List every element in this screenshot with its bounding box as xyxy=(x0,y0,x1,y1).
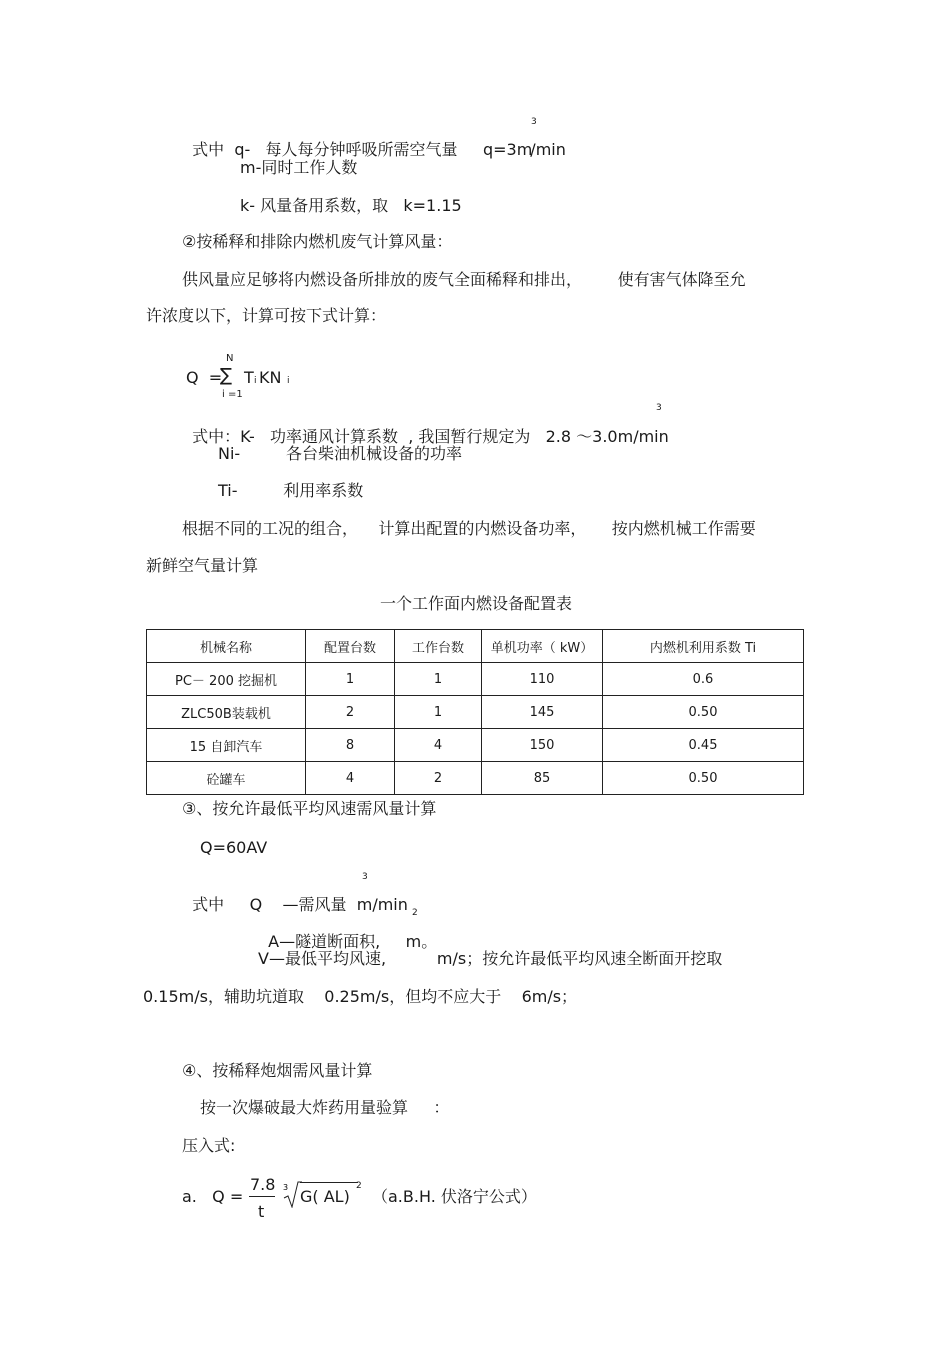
k-definition: k- 风量备用系数，取 k=1.15 xyxy=(240,196,462,215)
formula-kn: KN xyxy=(259,368,282,387)
formula-note: （a.B.H. 伏洛宁公式） xyxy=(372,1187,537,1206)
superscript-3: 3 xyxy=(362,872,368,882)
superscript-2: 2 xyxy=(412,908,418,918)
section-4-title: ④、按稀释炮烟需风量计算 xyxy=(182,1061,373,1080)
cube-root-sign-icon xyxy=(282,1180,302,1208)
header-working-count: 工作台数 xyxy=(395,630,482,663)
header-configured-count: 配置台数 xyxy=(306,630,395,663)
superscript-2: 2 xyxy=(356,1181,362,1191)
table-header-row xyxy=(147,630,804,663)
m-definition: m-同时工作人数 xyxy=(240,158,358,177)
paragraph-2-line-2: 新鲜空气量计算 xyxy=(146,556,259,575)
svg-text:3: 3 xyxy=(283,1183,289,1192)
table-row: 砼罐车 4 2 85 0.50 xyxy=(147,762,804,795)
q-definition: 式中 q- 每人每分钟呼吸所需空气量 q=3m/min xyxy=(192,140,566,159)
formula-t-subscript: i xyxy=(254,376,257,386)
ni-definition: Ni- 各台柴油机械设备的功率 xyxy=(218,444,462,463)
equipment-table xyxy=(146,629,804,795)
header-utilization-coefficient: 内燃机利用系数 Ti xyxy=(603,630,804,663)
root-body: G( AL) xyxy=(300,1187,350,1206)
paragraph-1-line-1: 供风量应足够将内燃设备所排放的废气全面稀释和排出， 使有害气体降至允 xyxy=(182,270,746,289)
header-unit-power: 单机功率（ kW） xyxy=(482,630,603,663)
fraction-bar xyxy=(249,1196,275,1197)
k2-definition: 式中：K- 功率通风计算系数 , 我国暂行规定为 2.8 ～3.0m/min xyxy=(192,427,669,446)
superscript-3: 3 xyxy=(531,117,537,127)
paragraph-2-line-1: 根据不同的工况的组合， 计算出配置的内燃设备功率， 按内燃机械工作需要 xyxy=(182,519,756,538)
table-row: PC－ 200 挖掘机 1 1 110 0.6 xyxy=(147,663,804,696)
section-4-subtitle: 按一次爆破最大炸药用量验算 ： xyxy=(200,1098,450,1117)
superscript-3: 3 xyxy=(656,403,662,413)
sum-lower-limit: i =1 xyxy=(222,389,243,400)
formula-a-prefix: a. Q = xyxy=(182,1187,244,1206)
section-3-title: ③、按允许最低平均风速需风量计算 xyxy=(182,799,437,818)
q-unit: /min xyxy=(530,140,566,159)
paragraph-1-line-2: 许浓度以下，计算可按下式计算： xyxy=(146,306,387,325)
ti-definition: Ti- 利用率系数 xyxy=(218,481,364,500)
v-definition-line-2: 0.15m/s，辅助坑道取 0.25m/s，但均不应大于 6m/s； xyxy=(143,987,578,1006)
q3-definition: 式中 Q —需风量 m/min xyxy=(192,895,408,914)
a-definition: A—隧道断面积, m。 xyxy=(268,932,438,951)
formula-t: T xyxy=(244,368,254,387)
section-2-title: ②按稀释和排除内燃机废气计算风量： xyxy=(182,232,453,251)
sum-upper-limit: N xyxy=(226,353,234,364)
formula-lhs: Q = xyxy=(186,368,223,387)
formula-n-subscript: i xyxy=(287,376,290,386)
root-overline xyxy=(300,1182,358,1183)
table-row: 15 自卸汽车 8 4 150 0.45 xyxy=(147,729,804,762)
formula-q-60av: Q=60AV xyxy=(200,838,268,857)
sum-sign: ∑ xyxy=(220,365,233,386)
fraction-denominator: t xyxy=(258,1202,265,1221)
header-machine-name: 机械名称 xyxy=(147,630,306,663)
table-row: ZLC50B装载机 2 1 145 0.50 xyxy=(147,696,804,729)
press-in-label: 压入式: xyxy=(182,1136,236,1155)
fraction-numerator: 7.8 xyxy=(250,1175,276,1194)
v-definition-line-1: V—最低平均风速, m/s；按允许最低平均风速全断面开挖取 xyxy=(258,949,723,968)
table-caption: 一个工作面内燃设备配置表 xyxy=(380,594,573,613)
